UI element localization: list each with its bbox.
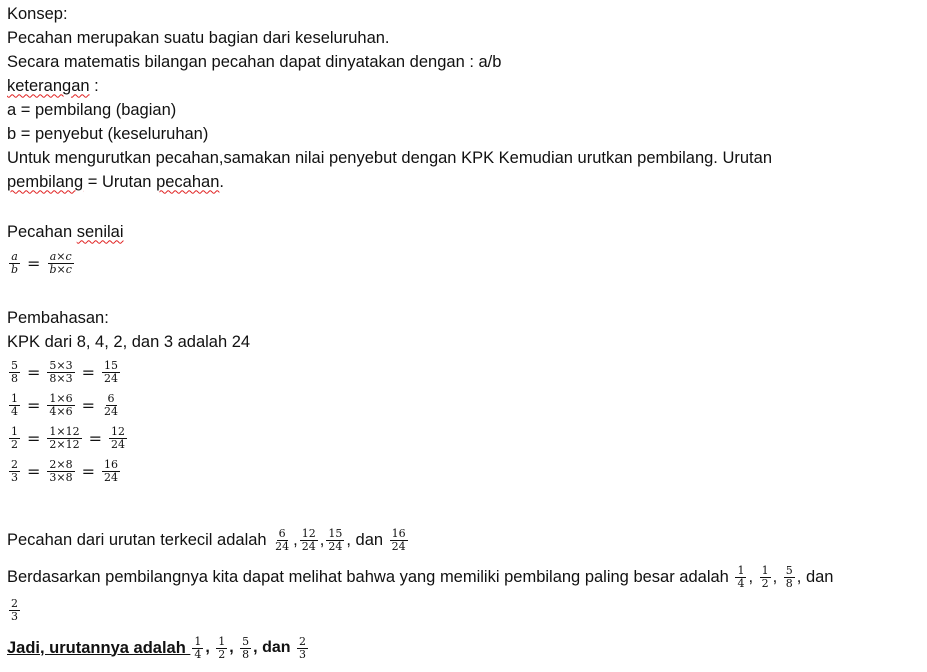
text-run: Pecahan merupakan suatu bagian dari keseluruhan.: [7, 28, 390, 47]
fraction-denominator: 24: [301, 539, 316, 553]
text-run: ,: [772, 567, 782, 586]
text-run: , dan: [346, 530, 388, 549]
text-run: Pecahan: [7, 222, 77, 241]
fraction-numerator: 12: [111, 424, 126, 438]
fraction-denominator: 3: [11, 470, 18, 484]
text-run: ,: [319, 530, 325, 549]
fraction-numerator: 15: [104, 358, 119, 372]
fraction: [297, 636, 308, 661]
text-line: [7, 251, 76, 275]
fraction: [47, 426, 81, 451]
text-run: Berdasarkan pembilangnya kita dapat melihat bahwa yang memiliki pembilang paling besar adalah: [7, 567, 734, 586]
text-line: [7, 426, 129, 450]
fraction-numerator: 1×12: [49, 424, 80, 438]
fraction-numerator: 2: [11, 596, 18, 610]
text-line: [7, 74, 99, 98]
fraction-denominator: 2: [218, 647, 226, 661]
fraction-numerator: 5×3: [49, 358, 73, 372]
text-line: [7, 122, 208, 146]
fraction-denominator: 4: [11, 404, 18, 418]
fraction: [784, 565, 795, 590]
fraction: [9, 360, 20, 385]
text-run: Jadi, urutannya adalah: [7, 638, 191, 657]
text-run: ,: [229, 639, 239, 656]
fraction-numerator: 2: [11, 457, 18, 471]
fraction-denominator: 4: [737, 576, 745, 590]
fraction: [47, 459, 74, 484]
fraction-denominator: 8: [785, 576, 793, 590]
fraction-denominator: 4×6: [49, 404, 73, 418]
text-run: .: [219, 172, 224, 191]
fraction-numerator: a×c: [49, 249, 72, 263]
fraction-numerator: 1: [761, 563, 769, 577]
fraction-numerator: 16: [104, 457, 119, 471]
fraction: [9, 426, 20, 451]
fraction-numerator: 12: [301, 526, 316, 540]
fraction-denominator: 8: [11, 371, 18, 385]
text-run: = Urutan: [83, 172, 157, 191]
fraction-denominator: 2×12: [49, 437, 80, 451]
fraction-denominator: 24: [328, 539, 343, 553]
equals-sign: =: [27, 428, 41, 448]
text-line: [7, 306, 109, 330]
equals-sign: =: [27, 253, 41, 273]
fraction-numerator: 2×8: [49, 457, 73, 471]
fraction-denominator: 3: [11, 609, 18, 623]
equals-sign: =: [81, 461, 96, 481]
fraction-denominator: 3: [298, 647, 306, 661]
text-run: ,: [205, 639, 215, 656]
fraction-denominator: 4: [194, 647, 202, 661]
fraction-numerator: 2: [298, 634, 306, 648]
text-run: , dan: [253, 639, 295, 656]
text-line: [7, 2, 68, 26]
fraction: [102, 393, 120, 418]
fraction: [273, 528, 291, 553]
fraction-numerator: 15: [328, 526, 343, 540]
fraction: [735, 565, 746, 590]
text-run: ,: [293, 530, 298, 549]
text-line: [7, 360, 122, 384]
fraction-numerator: 1: [194, 634, 202, 648]
fraction-denominator: 24: [104, 371, 119, 385]
text-line: [7, 26, 390, 50]
text-run: Untuk mengurutkan pecahan,samakan nilai penyebut dengan KPK Kemudian urutkan pembilang. Urutan: [7, 148, 772, 167]
fraction-numerator: 16: [391, 526, 406, 540]
spellcheck-word: keterangan: [7, 76, 90, 95]
spellcheck-word: senilai: [76, 222, 124, 241]
fraction-denominator: b: [11, 262, 19, 276]
fraction: [102, 360, 120, 385]
fraction-denominator: 8: [242, 647, 250, 661]
text-line: [7, 330, 250, 354]
text-line: [7, 50, 501, 74]
spellcheck-word: pembilang: [7, 172, 84, 191]
equals-sign: =: [88, 428, 103, 448]
fraction-numerator: 5: [11, 358, 18, 372]
fraction: [9, 251, 20, 276]
fraction-denominator: 24: [391, 539, 406, 553]
equals-sign: =: [27, 395, 41, 415]
fraction: [216, 636, 227, 661]
text-run: Pecahan dari urutan terkecil adalah: [7, 530, 272, 549]
fraction: [47, 360, 74, 385]
text-line: [7, 598, 22, 622]
text-run: a = pembilang (bagian): [7, 100, 177, 119]
fraction: [47, 393, 74, 418]
text-line: [7, 565, 833, 589]
equals-sign: =: [27, 362, 41, 382]
fraction-denominator: 24: [275, 539, 290, 553]
text-line: [7, 528, 410, 552]
equals-sign: =: [27, 461, 41, 481]
fraction: [109, 426, 127, 451]
fraction: [192, 636, 203, 661]
fraction-denominator: 2: [11, 437, 18, 451]
fraction-denominator: 24: [104, 470, 119, 484]
fraction-numerator: 5: [242, 634, 250, 648]
fraction-denominator: 8×3: [49, 371, 73, 385]
text-line: [7, 636, 310, 660]
fraction: [390, 528, 408, 553]
equals-sign: =: [81, 362, 96, 382]
text-line: [7, 170, 224, 194]
fraction: [326, 528, 344, 553]
equals-sign: =: [81, 395, 96, 415]
text-line: [7, 393, 122, 417]
text-line: [7, 98, 176, 122]
fraction: [760, 565, 771, 590]
text-run: Secara matematis bilangan pecahan dapat dinyatakan dengan : a/b: [7, 52, 502, 71]
fraction-denominator: 3×8: [49, 470, 73, 484]
fraction-numerator: 1×6: [49, 391, 73, 405]
text-run: KPK dari 8, 4, 2, dan 3 adalah 24: [7, 332, 251, 351]
fraction-numerator: 1: [218, 634, 226, 648]
fraction: [9, 459, 20, 484]
fraction: [9, 393, 20, 418]
text-run: b = penyebut (keseluruhan): [7, 124, 209, 143]
text-run: :: [89, 76, 99, 95]
text-line: [7, 220, 124, 244]
fraction-numerator: 6: [278, 526, 286, 540]
fraction-denominator: 24: [104, 404, 119, 418]
fraction-numerator: 1: [737, 563, 745, 577]
fraction-numerator: 1: [11, 391, 18, 405]
fraction: [300, 528, 318, 553]
fraction: [9, 598, 20, 623]
text-run: ,: [748, 567, 758, 586]
text-line: [7, 146, 772, 170]
text-line: [7, 459, 122, 483]
spellcheck-word: pecahan: [156, 172, 220, 191]
fraction-numerator: 1: [11, 424, 18, 438]
fraction: [47, 251, 73, 276]
text-run: , dan: [796, 567, 834, 586]
fraction-numerator: 5: [785, 563, 793, 577]
fraction: [240, 636, 251, 661]
fraction-denominator: b×c: [49, 262, 72, 276]
text-run: Pembahasan:: [7, 308, 109, 327]
fraction-numerator: a: [11, 249, 18, 263]
fraction-denominator: 24: [111, 437, 126, 451]
fraction: [102, 459, 120, 484]
fraction-numerator: 6: [107, 391, 115, 405]
text-run: Konsep:: [7, 4, 68, 23]
fraction-denominator: 2: [761, 576, 769, 590]
